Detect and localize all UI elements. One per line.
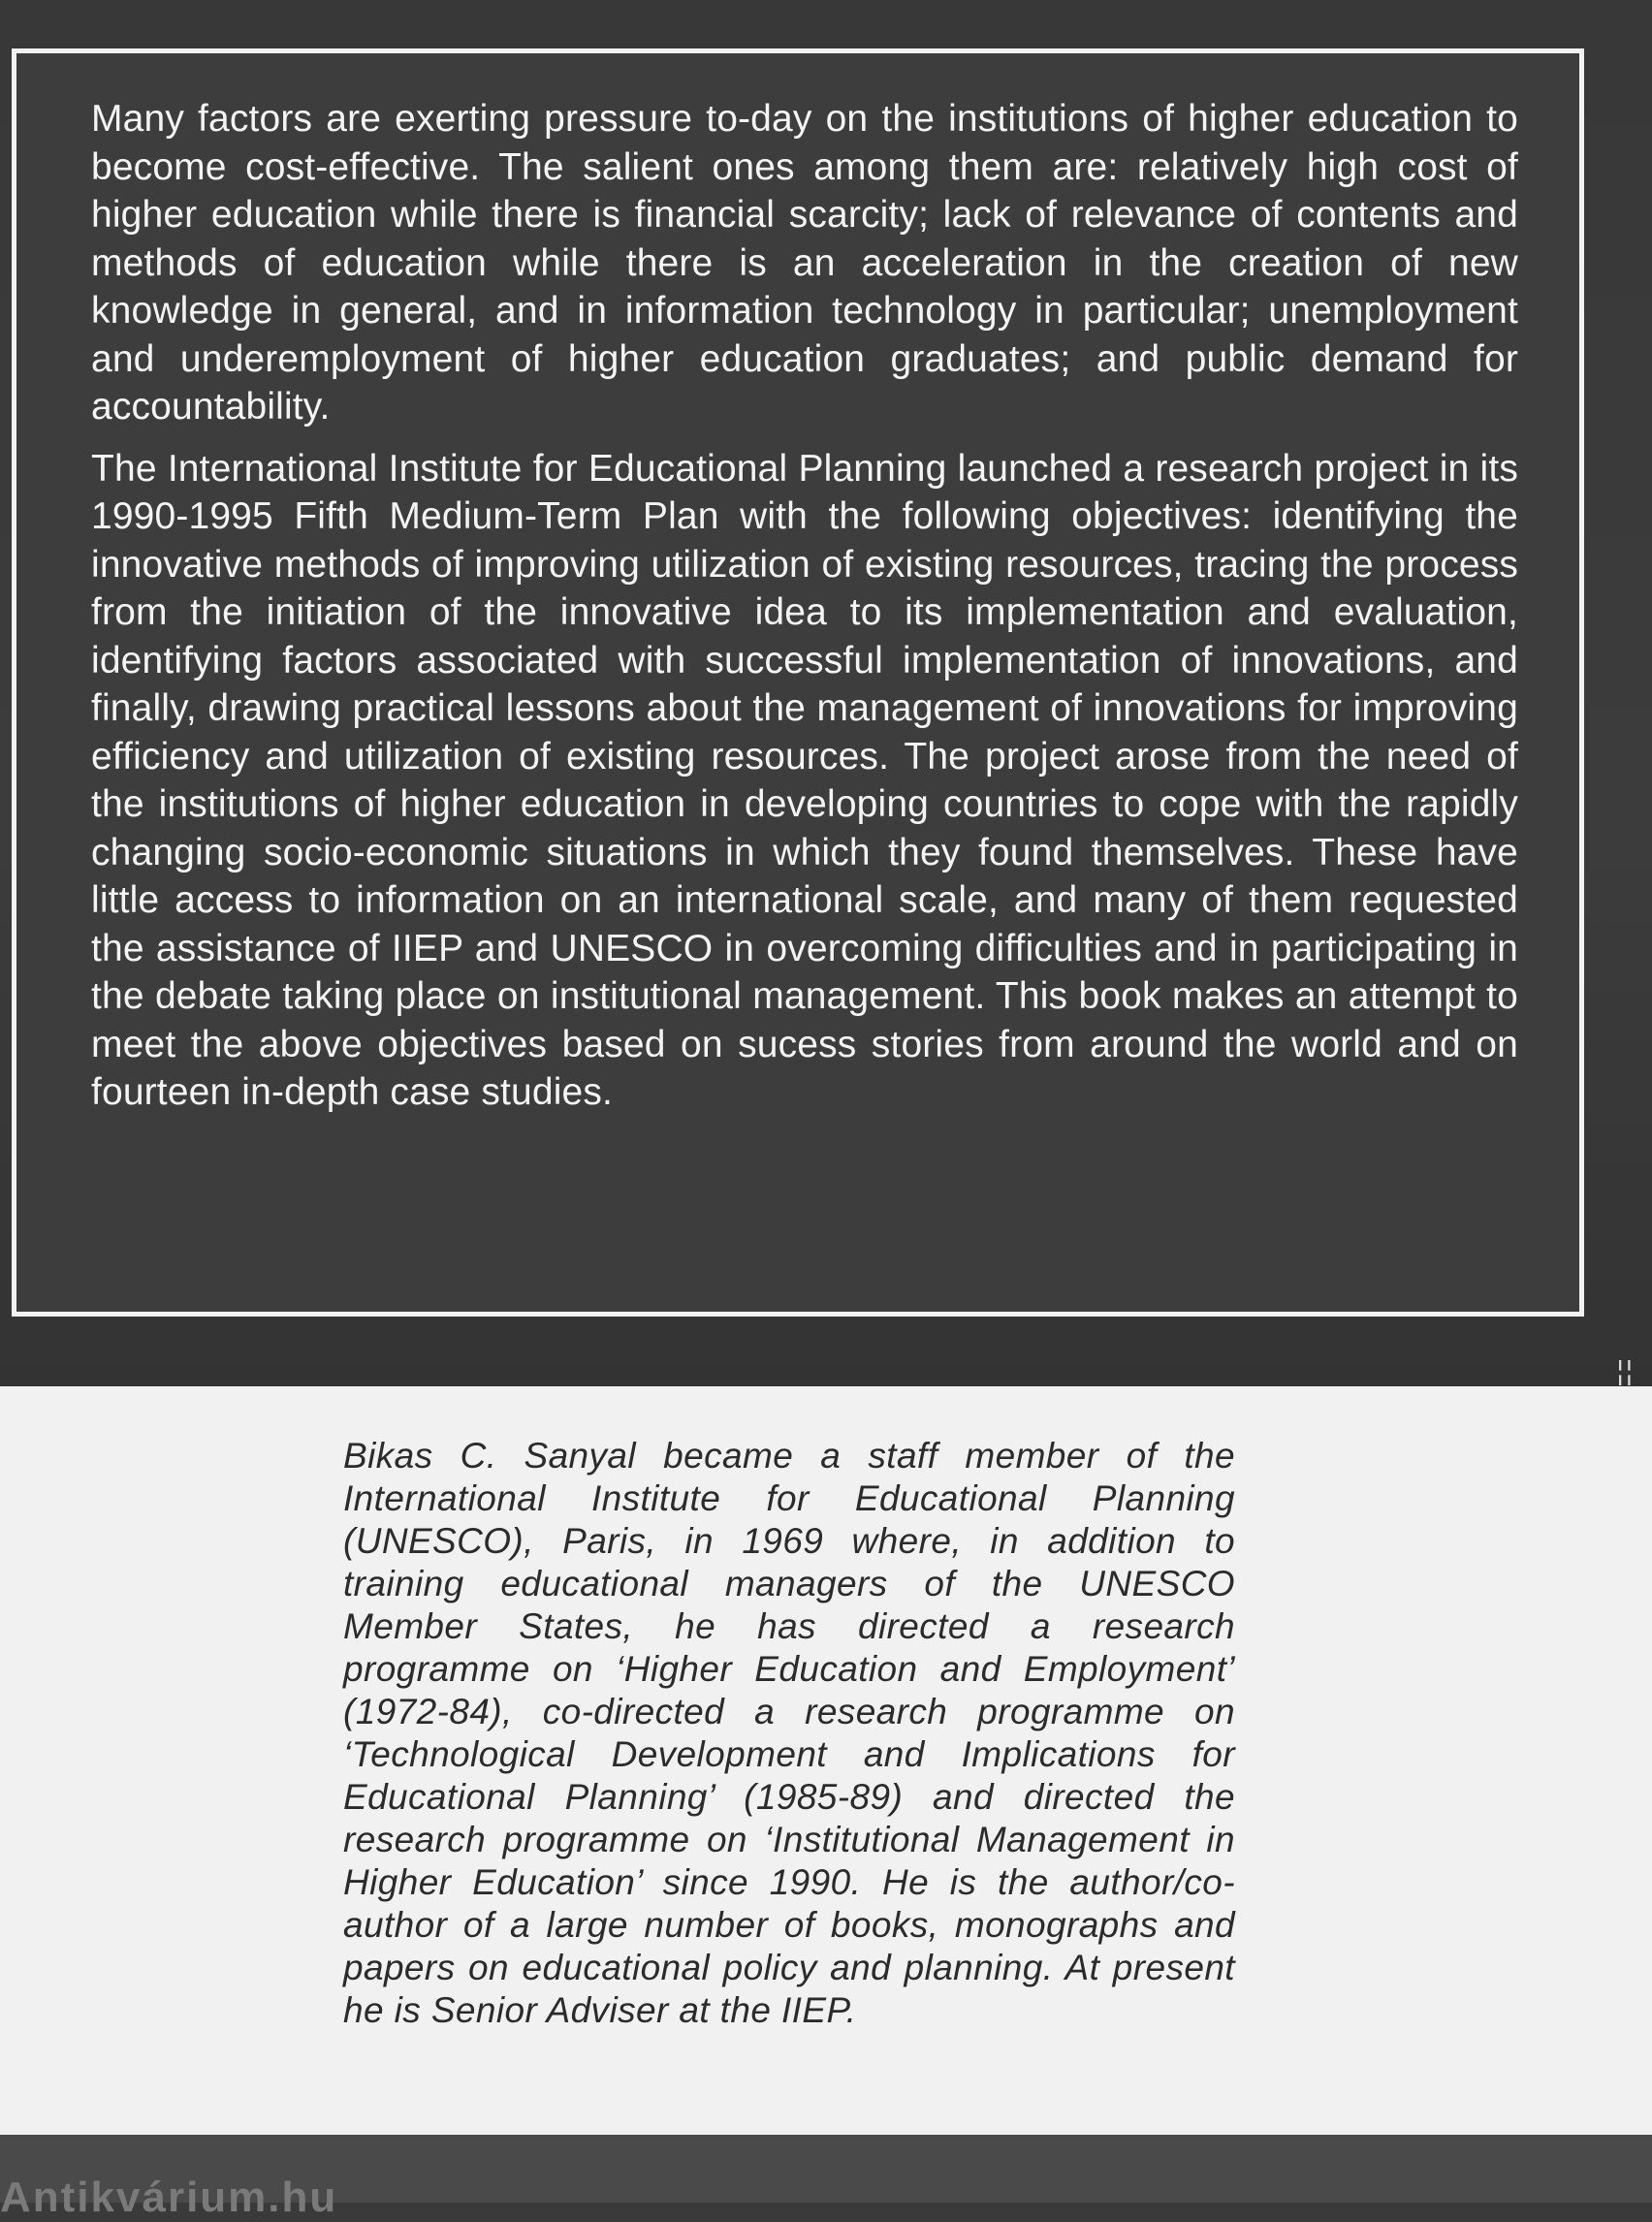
edge-marks: ¦¦ <box>1616 1355 1635 1385</box>
author-bio: Bikas C. Sanyal became a staff member of the International Institute for Educational Planning (UNESCO), Paris, in 1969 where, in addition to training educational managers of the UNESCO Member States, he has directed a research programme on ‘Higher Education and Employment’ (1972-84), co-directed a research programme on ‘Technological Development and Implications for Educational Planning’ (1985-89) and directed the research programme on ‘Institutional Management in Higher Education’ since 1990. He is the author/co-author of a large number of books, monographs and papers on educational policy and planning. At present he is Senior Adviser at the IIEP. <box>343 1436 1235 2030</box>
summary-text-block <box>91 95 1518 1130</box>
summary-paragraph-1: Many factors are exerting pressure to-day on the institutions of higher education to become cost-effective. The salient ones among them are: relatively high cost of higher education while there is financial scarcity; lack of relevance of contents and methods of education while there is an acceleration in the creation of new knowledge in general, and in information technology in particular; unemployment and underemployment of higher education graduates; and public demand for accountability. <box>91 98 1518 428</box>
watermark: Antikvárium.hu <box>0 2174 338 2221</box>
summary-paragraph-2: The International Institute for Educational Planning launched a research project in its 1990-1995 Fifth Medium-Term Plan with the following objectives: identifying the innovative methods of improving utilization of existing resources, tracing the process from the initiation of the innovative idea to its implementation and evaluation, identifying factors associated with successful implementation of innovations, and finally, drawing practical lessons about the management of innovations for improving efficiency and utilization of existing resources. The project arose from the need of the institutions of higher education in developing countries to cope with the rapidly changing socio-economic situations in which they found themselves. These have little access to information on an international scale, and many of them requested the assistance of IIEP and UNESCO in overcoming difficulties and in participating in the debate taking place on institutional management. This book makes an attempt to meet the above objectives based on sucess stories from around the world and on fourteen in-depth case studies. <box>91 447 1518 1113</box>
